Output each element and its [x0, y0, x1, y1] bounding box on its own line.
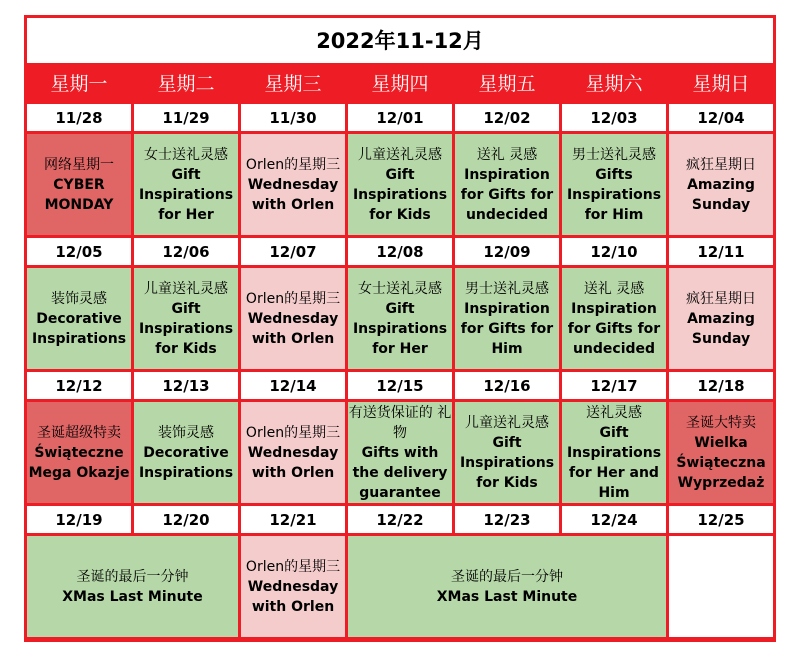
event-title-en: Wednesday with Orlen [247, 310, 339, 347]
event-title-en: Wednesday with Orlen [247, 578, 339, 615]
event-title-cn: 圣诞的最后一分钟 [451, 568, 563, 585]
event-title-en: CYBER MONDAY [44, 176, 114, 213]
date-cell: 12/03 [562, 104, 666, 131]
weekday-header: 星期五 [455, 66, 559, 101]
date-cell: 12/12 [27, 372, 131, 399]
event-title-en: Gift Inspirations for Kids [138, 300, 234, 357]
event-cell[interactable] [455, 402, 559, 503]
event-title-cn: 圣诞超级特卖 [37, 424, 121, 441]
event-cell[interactable] [241, 402, 345, 503]
calendar-title: 2022年11-12月 [27, 18, 773, 63]
event-cell[interactable] [241, 134, 345, 235]
event-cell[interactable] [455, 134, 559, 235]
date-cell: 11/28 [27, 104, 131, 131]
event-title-cn: 男士送礼灵感 [465, 280, 549, 297]
event-title-cn: 儿童送礼灵感 [465, 414, 549, 431]
weekday-header: 星期一 [27, 66, 131, 101]
event-title-cn: 圣诞的最后一分钟 [76, 568, 189, 585]
weekday-header: 星期二 [134, 66, 238, 101]
date-cell: 12/10 [562, 238, 666, 265]
date-cell: 12/09 [455, 238, 559, 265]
event-title-en: Inspiration for Gifts for Him [460, 300, 554, 357]
event-title-en: Gift Inspirations for Her [352, 300, 448, 357]
date-cell: 12/17 [562, 372, 666, 399]
event-title-cn: 儿童送礼灵感 [144, 280, 228, 297]
date-cell: 12/08 [348, 238, 452, 265]
date-cell: 12/07 [241, 238, 345, 265]
event-cell[interactable] [27, 134, 131, 235]
event-title-en: Gift Inspirations for Kids [459, 434, 555, 491]
date-cell: 12/22 [348, 506, 452, 533]
event-cell[interactable] [562, 268, 666, 369]
event-cell[interactable] [669, 536, 773, 637]
date-cell: 12/06 [134, 238, 238, 265]
date-cell: 12/14 [241, 372, 345, 399]
event-cell[interactable] [134, 134, 238, 235]
date-cell: 12/02 [455, 104, 559, 131]
event-title-en: Gift Inspirations for Kids [352, 166, 448, 223]
weekday-header: 星期日 [669, 66, 773, 101]
event-title-en: Decorative Inspirations [138, 444, 234, 481]
date-cell: 12/23 [455, 506, 559, 533]
event-title-en: Decorative Inspirations [31, 310, 127, 347]
date-cell: 12/24 [562, 506, 666, 533]
event-title-cn: 男士送礼灵感 [572, 146, 656, 163]
date-cell: 12/16 [455, 372, 559, 399]
event-title-cn: 女士送礼灵感 [358, 280, 442, 297]
event-cell[interactable] [669, 402, 773, 503]
event-title-cn: 疯狂星期日 [686, 290, 756, 307]
event-title-cn: 圣诞大特卖 [686, 414, 756, 431]
calendar [24, 15, 776, 642]
event-title-en: Amazing Sunday [687, 176, 755, 213]
date-cell: 12/18 [669, 372, 773, 399]
event-title-cn: 装饰灵感 [158, 424, 214, 441]
event-cell[interactable] [348, 402, 452, 503]
event-title-cn: 疯狂星期日 [686, 156, 756, 173]
date-cell: 11/29 [134, 104, 238, 131]
event-cell[interactable] [134, 268, 238, 369]
date-cell: 12/19 [27, 506, 131, 533]
event-cell[interactable] [669, 134, 773, 235]
event-cell[interactable] [348, 134, 452, 235]
event-title-en: Amazing Sunday [687, 310, 755, 347]
event-cell[interactable] [562, 134, 666, 235]
weekday-header: 星期六 [562, 66, 666, 101]
event-cell[interactable] [241, 536, 345, 637]
event-cell[interactable] [27, 268, 131, 369]
event-title-en: Gifts Inspirations for Him [566, 166, 662, 223]
event-title-cn: Orlen的星期三 [245, 290, 341, 307]
event-title-en: Inspiration for Gifts for undecided [567, 300, 661, 357]
date-cell: 12/21 [241, 506, 345, 533]
event-cell[interactable] [134, 402, 238, 503]
event-title-cn: 女士送礼灵感 [144, 146, 228, 163]
date-cell: 12/11 [669, 238, 773, 265]
event-cell[interactable] [241, 268, 345, 369]
date-cell: 11/30 [241, 104, 345, 131]
event-cell[interactable] [455, 268, 559, 369]
date-cell: 12/05 [27, 238, 131, 265]
event-title-cn: 送礼 灵感 [583, 280, 645, 297]
event-title-en: Gifts with the delivery guarantee [352, 444, 448, 501]
weekday-header: 星期三 [241, 66, 345, 101]
date-cell: 12/15 [348, 372, 452, 399]
event-title-en: Wednesday with Orlen [247, 176, 339, 213]
event-title-en: XMas Last Minute [436, 588, 578, 605]
event-title-en: Wednesday with Orlen [247, 444, 339, 481]
event-title-en: Gift Inspirations for Her and Him [566, 424, 662, 501]
event-cell[interactable] [27, 402, 131, 503]
event-title-cn: Orlen的星期三 [245, 156, 341, 173]
event-title-cn: 儿童送礼灵感 [358, 146, 442, 163]
event-title-cn: Orlen的星期三 [245, 424, 341, 441]
event-cell[interactable] [562, 402, 666, 503]
event-title-cn: Orlen的星期三 [245, 558, 341, 575]
event-title-cn: 装饰灵感 [51, 290, 107, 307]
event-title-cn: 送礼 灵感 [476, 146, 538, 163]
event-title-en: Wielka Świąteczna Wyprzedaż [676, 434, 766, 491]
event-cell[interactable] [27, 536, 238, 637]
date-cell: 12/25 [669, 506, 773, 533]
event-title-cn: 网络星期一 [44, 156, 114, 173]
event-title-en: Inspiration for Gifts for undecided [460, 166, 554, 223]
date-cell: 12/04 [669, 104, 773, 131]
event-cell[interactable] [348, 536, 666, 637]
weekday-header: 星期四 [348, 66, 452, 101]
date-cell: 12/01 [348, 104, 452, 131]
event-title-en: Świąteczne Mega Okazje [28, 444, 130, 481]
event-cell[interactable] [348, 268, 452, 369]
date-cell: 12/13 [134, 372, 238, 399]
event-title-cn: 送礼灵感 [586, 404, 642, 421]
event-title-cn: 有送货保证的 礼物 [348, 404, 452, 441]
event-title-en: XMas Last Minute [62, 588, 203, 605]
event-cell[interactable] [669, 268, 773, 369]
event-title-en: Gift Inspirations for Her [138, 166, 234, 223]
date-cell: 12/20 [134, 506, 238, 533]
